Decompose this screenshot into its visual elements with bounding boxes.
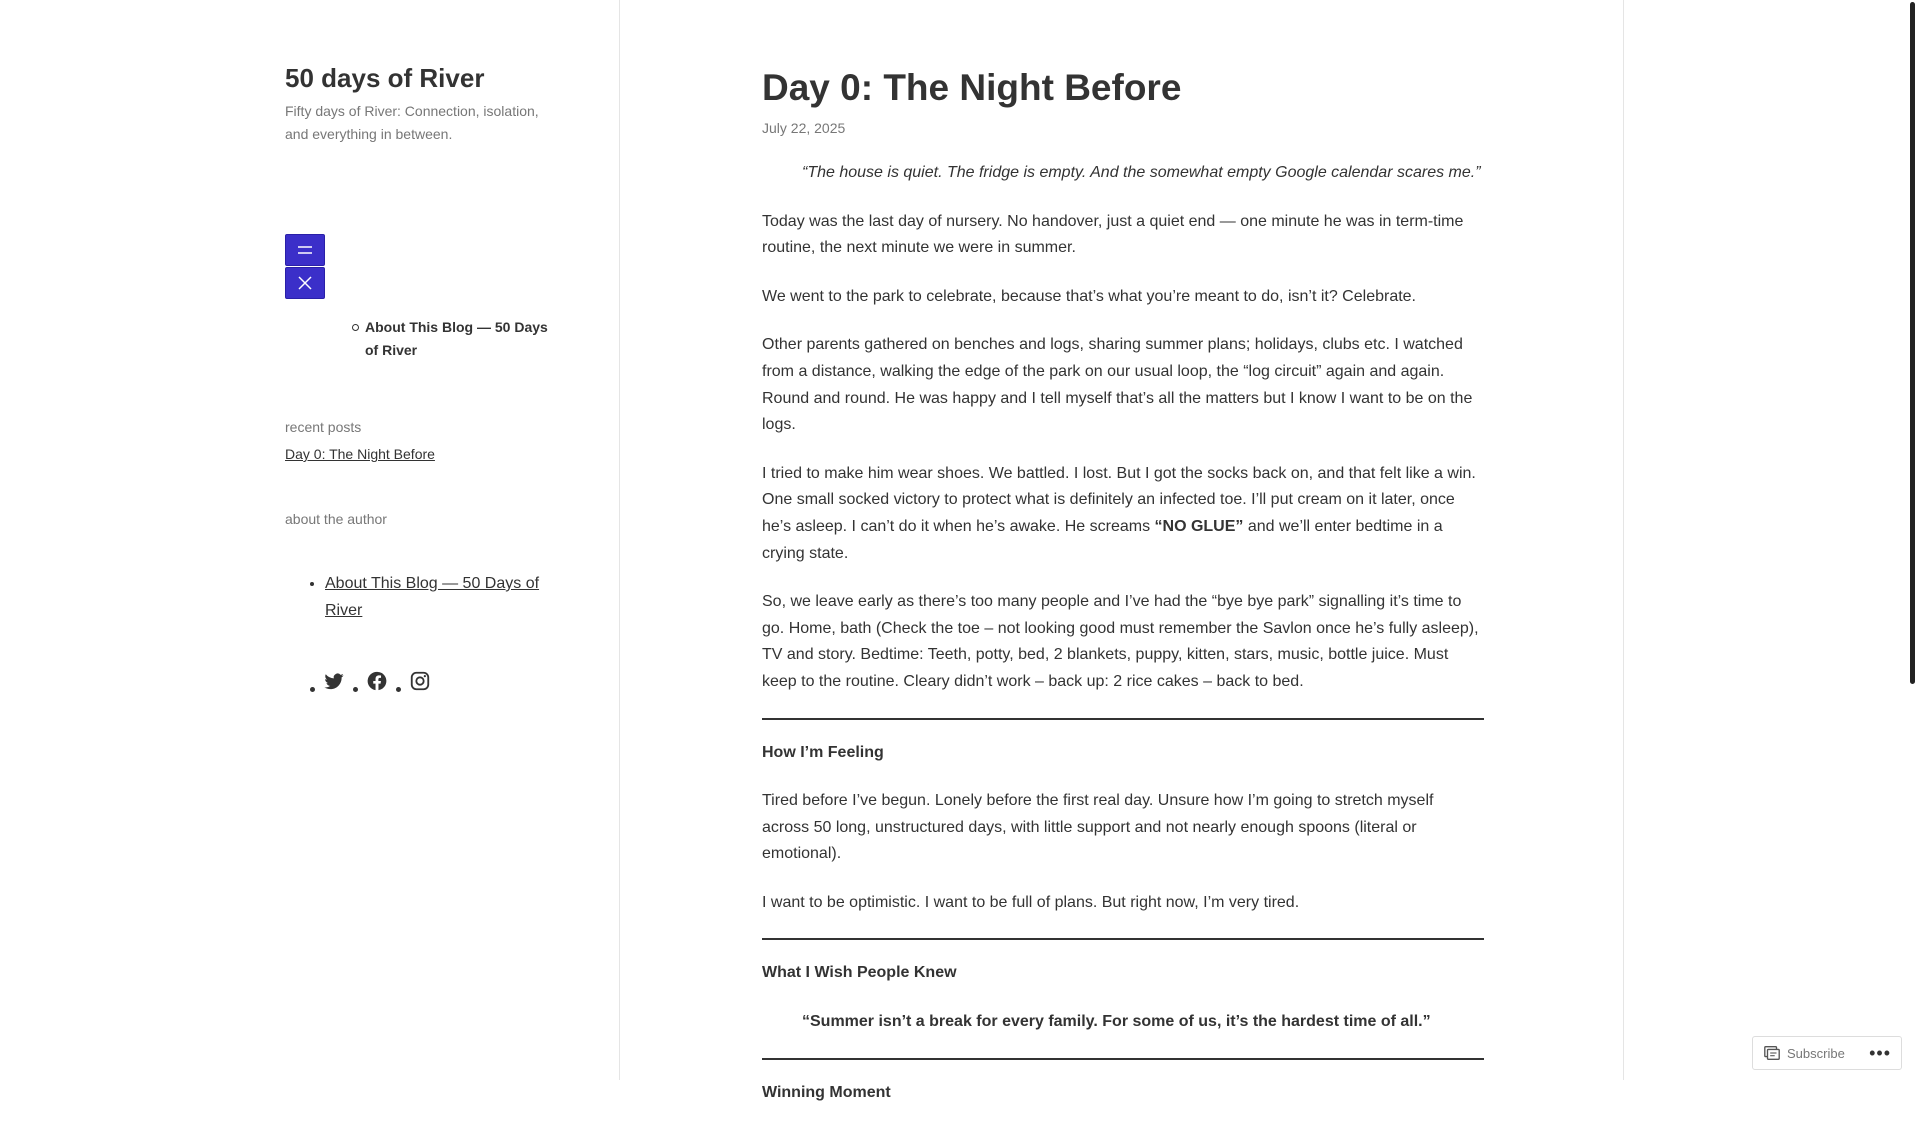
social-item-instagram	[396, 670, 431, 692]
scrollbar-thumb[interactable]	[1910, 2, 1915, 684]
hamburger-icon	[295, 240, 315, 260]
opening-quote: “The house is quiet. The fridge is empty. And the somewhat empty Google calendar scares me.”	[802, 164, 1481, 181]
heading-winning: Winning Moment	[762, 1083, 891, 1101]
site-title[interactable]: 50 days of River	[285, 63, 485, 93]
more-options-button[interactable]: •••	[1869, 1042, 1891, 1063]
scrollbar[interactable]	[1904, 0, 1920, 1080]
recent-posts-title: recent posts	[285, 419, 362, 435]
post-date[interactable]: July 22, 2025	[762, 120, 846, 136]
subscribe-label: Subscribe	[1787, 1045, 1845, 1061]
about-blog-link[interactable]: About This Blog — 50 Days of River	[325, 575, 540, 619]
paragraph-3: Other parents gathered on benches and logs, sharing summer plans; holidays, clubs etc. I watched from a distance, walking the edge of the park on our usual loop, the “log circuit” again and again. Round and round. He was happy and I tell myself that’s all the matters but I know I want to be on the logs.	[762, 336, 1473, 434]
menu-open-button[interactable]	[285, 234, 325, 266]
paragraph-4-part-b: and we’ll enter bedtime in a crying state.	[762, 517, 1443, 562]
post-body	[762, 160, 1484, 1128]
paragraph-7: I want to be optimistic. I want to be full of plans. But right now, I’m very tired.	[762, 893, 1300, 911]
list-bullet	[353, 687, 358, 692]
heading-feeling: How I’m Feeling	[762, 743, 884, 761]
paragraph-2: We went to the park to celebrate, because that’s what you’re meant to do, isn’t it? Celebrate.	[762, 287, 1416, 305]
facebook-icon[interactable]	[366, 670, 388, 692]
nav-submenu	[352, 316, 562, 362]
recent-post-link[interactable]: Day 0: The Night Before	[285, 446, 435, 462]
subscribe-bar	[1752, 1036, 1902, 1070]
divider	[762, 938, 1484, 940]
paragraph-6: Tired before I’ve begun. Lonely before the first real day. Unsure how I’m going to stretch myself across 50 long, unstructured days, with little support and not nearly enough spoons (literal or emotional).	[762, 792, 1434, 863]
list-bullet	[310, 687, 315, 692]
paragraph-5: So, we leave early as there’s too many people and I’ve had the “bye bye park” signalling it’s time to go. Home, bath (Check the toe – not looking good must remember the Savlon once he’s fully asleep), TV and story. Bedtime: Teeth, potty, bed, 2 blankets, puppy, kitten, stars, music, bottle juice. Must keep to the routine. Cleary didn’t work – back up: 2 rice cakes – back to bed.	[762, 593, 1479, 690]
heading-wish: What I Wish People Knew	[762, 964, 957, 982]
close-icon	[295, 273, 315, 293]
nav-item-about[interactable]: About This Blog — 50 Days of River	[352, 316, 562, 362]
instagram-icon[interactable]	[409, 670, 431, 692]
twitter-icon[interactable]	[323, 670, 345, 692]
social-item-facebook	[353, 670, 388, 692]
post-title: Day 0: The Night Before	[762, 67, 1182, 108]
paragraph-1: Today was the last day of nursery. No handover, just a quiet end — one minute he was in term-time routine, the next minute we were in summer.	[762, 212, 1464, 257]
social-item-twitter	[310, 670, 345, 692]
sidebar	[0, 0, 620, 1080]
menu-close-button[interactable]	[285, 267, 325, 299]
divider	[762, 1058, 1484, 1060]
site-description: Fifty days of River: Connection, isolation, and everything in between.	[285, 103, 539, 142]
summer-quote: “Summer isn’t a break for every family. For some of us, it’s the hardest time of all.”	[802, 1013, 1431, 1031]
paragraph-4-part-a: I tried to make him wear shoes. We battled. I lost. But I got the socks back on, and that felt like a win. One small socked victory to protect what is definitely an infected toe. I’ll put cream on it later, once he’s asleep. I can’t do it when he’s awake. He screams	[762, 464, 1476, 535]
about-list	[305, 570, 555, 624]
list-bullet	[396, 687, 401, 692]
divider	[762, 718, 1484, 720]
list-item	[325, 570, 555, 624]
subscribe-button[interactable]	[1763, 1044, 1845, 1062]
paragraph-4	[762, 461, 1484, 567]
reader-icon	[1763, 1044, 1781, 1062]
social-links	[310, 670, 431, 692]
no-glue-emphasis: “NO GLUE”	[1154, 517, 1244, 535]
about-author-title: about the author	[285, 511, 387, 527]
